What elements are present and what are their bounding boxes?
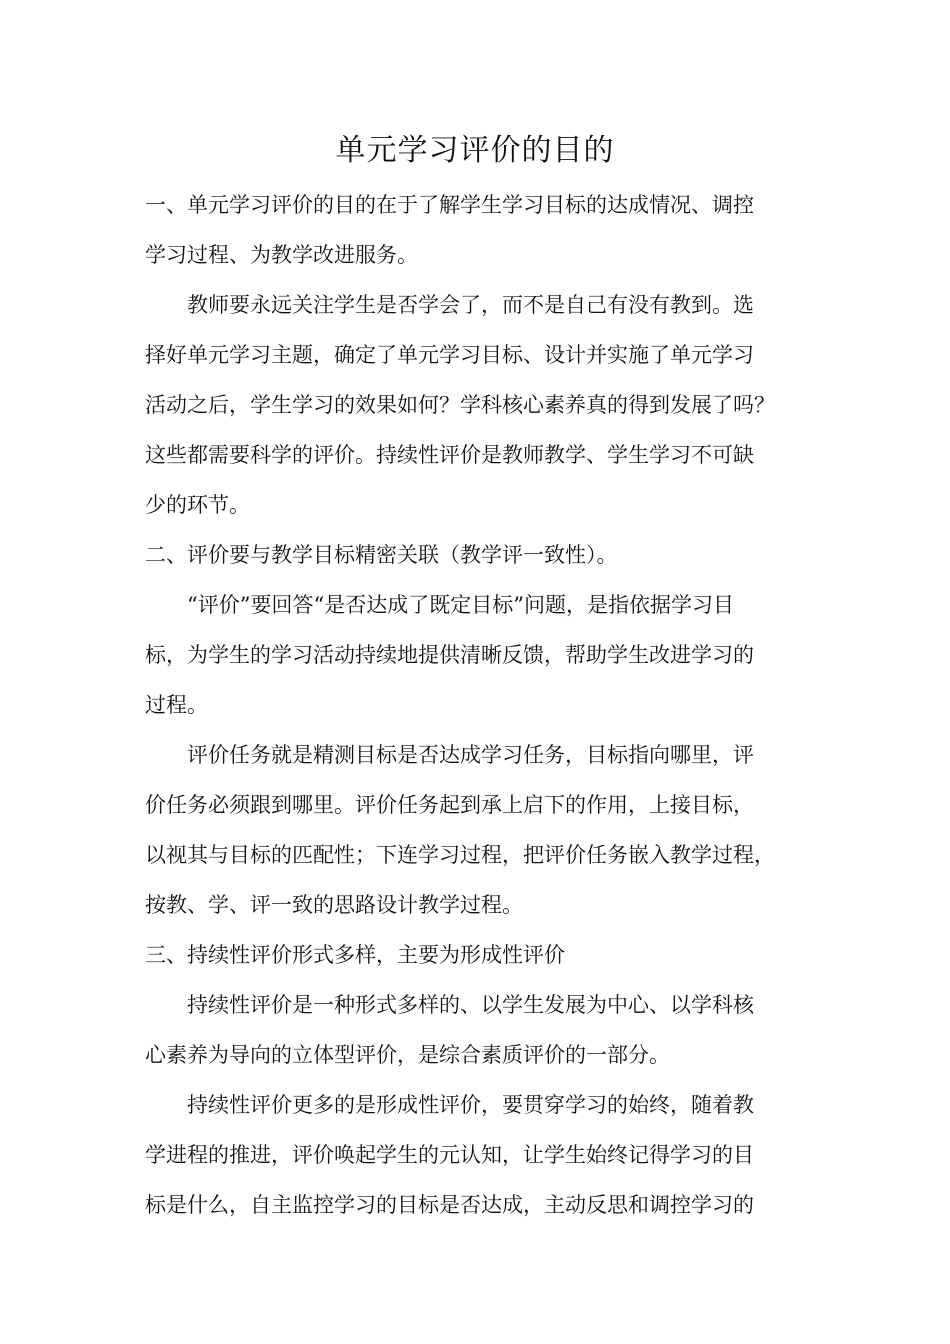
text-line: 按教、学、评一致的思路设计教学过程。 xyxy=(145,893,523,917)
text-line: 标是什么，自主监控学习的目标是否达成，主动反思和调控学习的 xyxy=(145,1193,754,1217)
text-line: 择好单元学习主题，确定了单元学习目标、设计并实施了单元学习 xyxy=(145,343,754,367)
paragraph xyxy=(145,1080,805,1230)
text-line: 这些都需要科学的评价。持续性评价是教师教学、学生学习不可缺 xyxy=(145,443,754,467)
section-heading-1 xyxy=(145,180,805,280)
text-line: 价任务必须跟到哪里。评价任务起到承上启下的作用，上接目标， xyxy=(145,793,754,817)
document-body xyxy=(145,180,805,1230)
text-line: 二、评价要与教学目标精密关联（教学评一致性）。 xyxy=(145,543,618,567)
paragraph xyxy=(145,980,805,1080)
section-heading-2 xyxy=(145,530,805,580)
text-line: 教师要永远关注学生是否学会了，而不是自己有没有教到。选 xyxy=(187,293,754,317)
text-line: 心素养为导向的立体型评价，是综合素质评价的一部分。 xyxy=(145,1043,670,1067)
text-line: 活动之后，学生学习的效果如何？学科核心素养真的得到发展了吗？ xyxy=(145,393,775,417)
text-line: 过程。 xyxy=(145,693,208,717)
text-line: 少的环节。 xyxy=(145,493,250,517)
text-line: 以视其与目标的匹配性；下连学习过程，把评价任务嵌入教学过程， xyxy=(145,843,775,867)
text-line: 持续性评价更多的是形成性评价，要贯穿学习的始终，随着教 xyxy=(187,1093,754,1117)
text-line: 评价任务就是精测目标是否达成学习任务，目标指向哪里，评 xyxy=(187,743,754,767)
text-line: 三、持续性评价形式多样，主要为形成性评价 xyxy=(145,943,565,967)
text-line: “评价”要回答“是否达成了既定目标”问题，是指依据学习目 xyxy=(187,593,734,617)
paragraph xyxy=(145,580,805,730)
text-line: 学习过程、为教学改进服务。 xyxy=(145,243,418,267)
document-title: 单元学习评价的目的 xyxy=(335,133,615,168)
text-line: 学进程的推进，评价唤起学生的元认知，让学生始终记得学习的目 xyxy=(145,1143,754,1167)
paragraph xyxy=(145,280,805,530)
section-heading-3 xyxy=(145,930,805,980)
paragraph xyxy=(145,730,805,930)
text-line: 标，为学生的学习活动持续地提供清晰反馈，帮助学生改进学习的 xyxy=(145,643,754,667)
text-line: 一、单元学习评价的目的在于了解学生学习目标的达成情况、调控 xyxy=(145,193,754,217)
text-line: 持续性评价是一种形式多样的、以学生发展为中心、以学科核 xyxy=(187,993,754,1017)
